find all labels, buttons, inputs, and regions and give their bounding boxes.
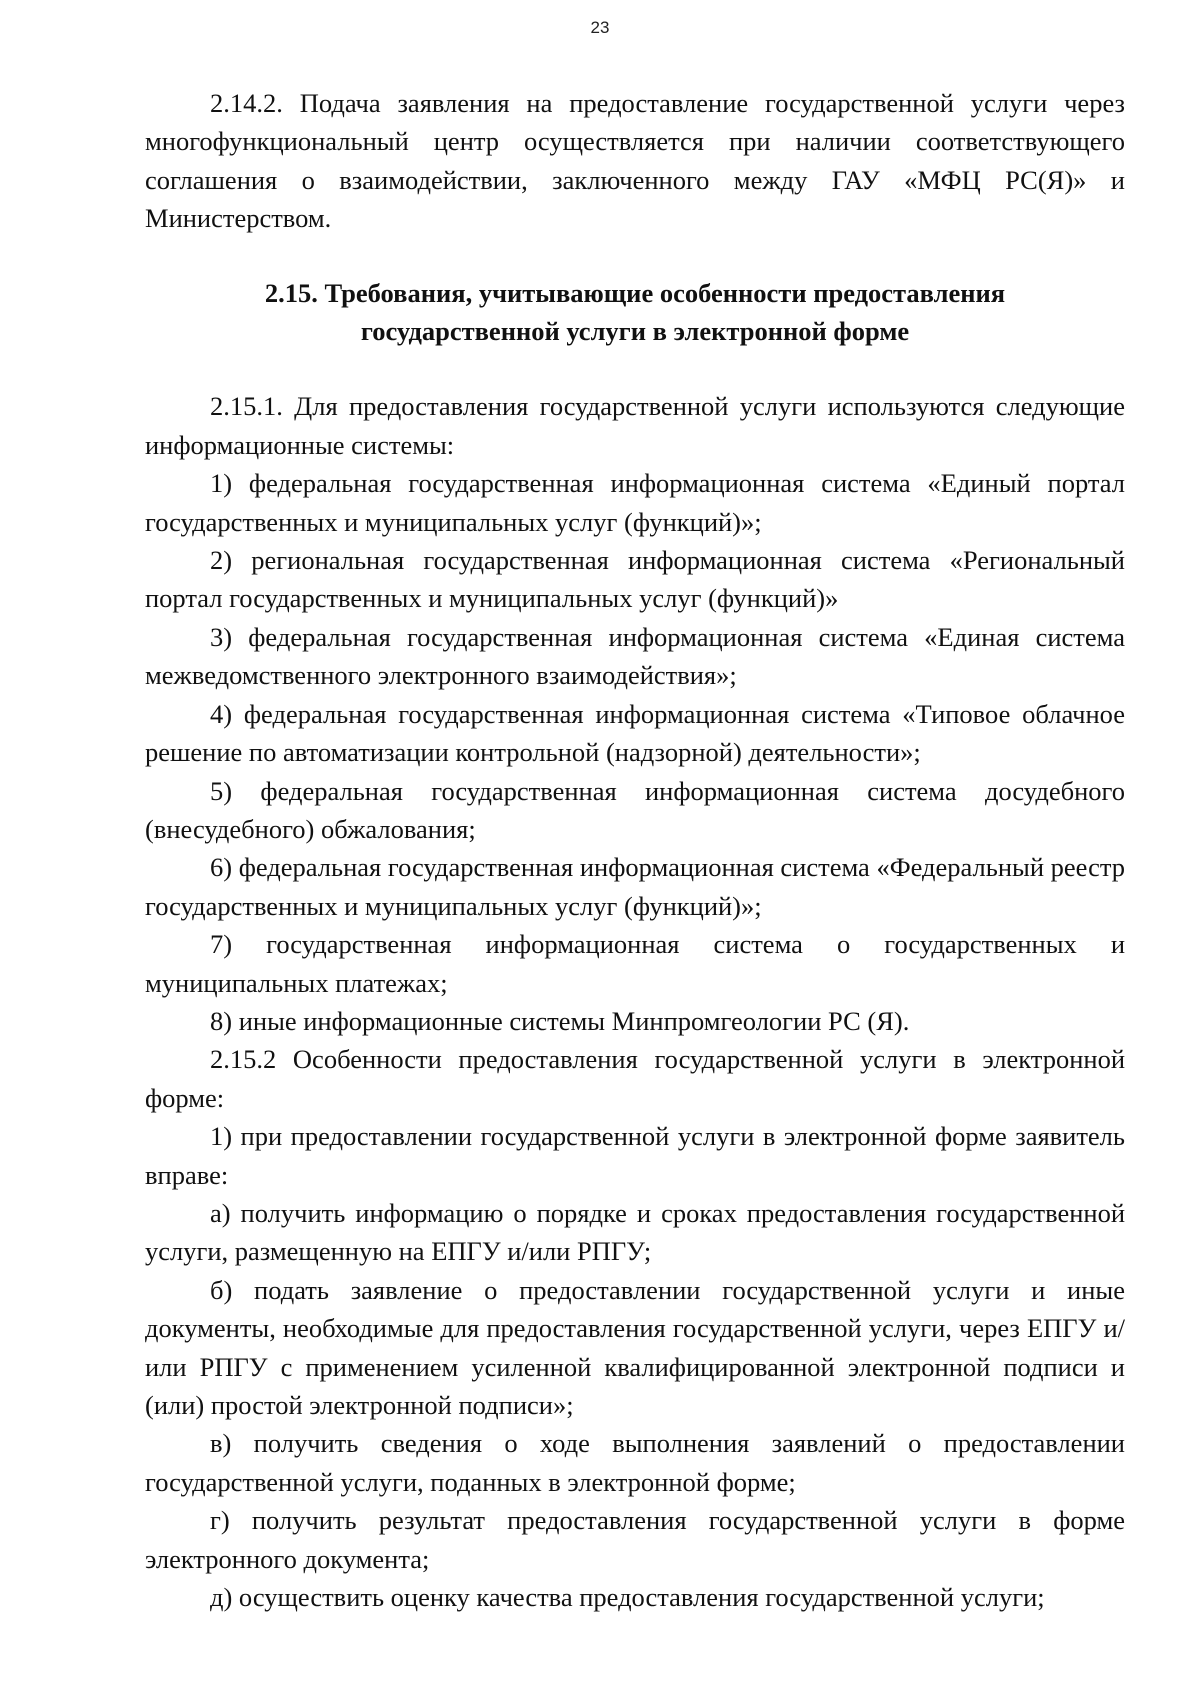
list-item-system-6: 6) федеральная государственная информационная система «Федеральный реестр государственных и муниципальных услуг (функций)»; xyxy=(145,852,1125,921)
list-item-system-3: 3) федеральная государственная информационная система «Единая система межведомственного электронного взаимодействия»; xyxy=(145,621,1125,691)
paragraph-2-15-1: 2.15.1. Для предоставления государственной услуги используются следующие информационные системы: xyxy=(145,391,1125,460)
list-item-right-v: в) получить сведения о ходе выполнения заявлений о предоставлении государственной услуги, поданных в электронной форме; xyxy=(145,1428,1125,1497)
list-item-system-8: 8) иные информационные системы Минпромгеологии РС (Я). xyxy=(210,1005,910,1036)
paragraph-2-14-2: 2.14.2. Подача заявления на предоставление государственной услуги через многофункциональный центр осуществляется при наличии соответствующего соглашения о взаимодействии, заключенного между ГАУ «МФЦ РС(Я)» и Министерством. xyxy=(145,88,1125,234)
list-item-system-7: 7) государственная информационная система о государственных и муниципальных платежах; xyxy=(145,929,1125,998)
page-number: 23 xyxy=(590,18,610,37)
list-item-right-d: д) осуществить оценку качества предоставления государственной услуги; xyxy=(210,1582,1045,1613)
document-body xyxy=(145,84,1125,1616)
list-item-right-g: г) получить результат предоставления государственной услуги в форме электронного документа; xyxy=(145,1505,1125,1574)
section-heading-line-1: 2.15. Требования, учитывающие особенности предоставления xyxy=(264,277,1006,308)
list-item-system-1: 1) федеральная государственная информационная система «Единый портал государственных и муниципальных услуг (функций)»; xyxy=(145,468,1125,537)
section-heading-2-15 xyxy=(145,274,1125,351)
paragraph-2-15-2: 2.15.2 Особенности предоставления государственной услуги в электронной форме: xyxy=(145,1044,1125,1113)
list-item-system-5: 5) федеральная государственная информационная система досудебного (внесудебного) обжалования; xyxy=(145,775,1125,844)
list-item-system-2: 2) региональная государственная информационная система «Региональный портал государственных и муниципальных услуг (функций)» xyxy=(145,545,1125,614)
section-heading-line-2: государственной услуги в электронной форме xyxy=(360,316,910,347)
list-item-right-a: а) получить информацию о порядке и сроках предоставления государственной услуги, размещенную на ЕПГУ и/или РПГУ; xyxy=(145,1197,1125,1267)
list-item-system-4: 4) федеральная государственная информационная система «Типовое облачное решение по автоматизации контрольной (надзорной) деятельности»; xyxy=(145,698,1125,768)
list-item-rights-intro: 1) при предоставлении государственной услуги в электронной форме заявитель вправе: xyxy=(145,1121,1125,1190)
list-item-right-b: б) подать заявление о предоставлении государственной услуги и иные документы, необходимые для предоставления государственной услуги, через ЕПГУ и/или РПГУ с применением усиленной квалифицированной электронной подписи и (или) простой электронной подписи»; xyxy=(145,1274,1125,1420)
